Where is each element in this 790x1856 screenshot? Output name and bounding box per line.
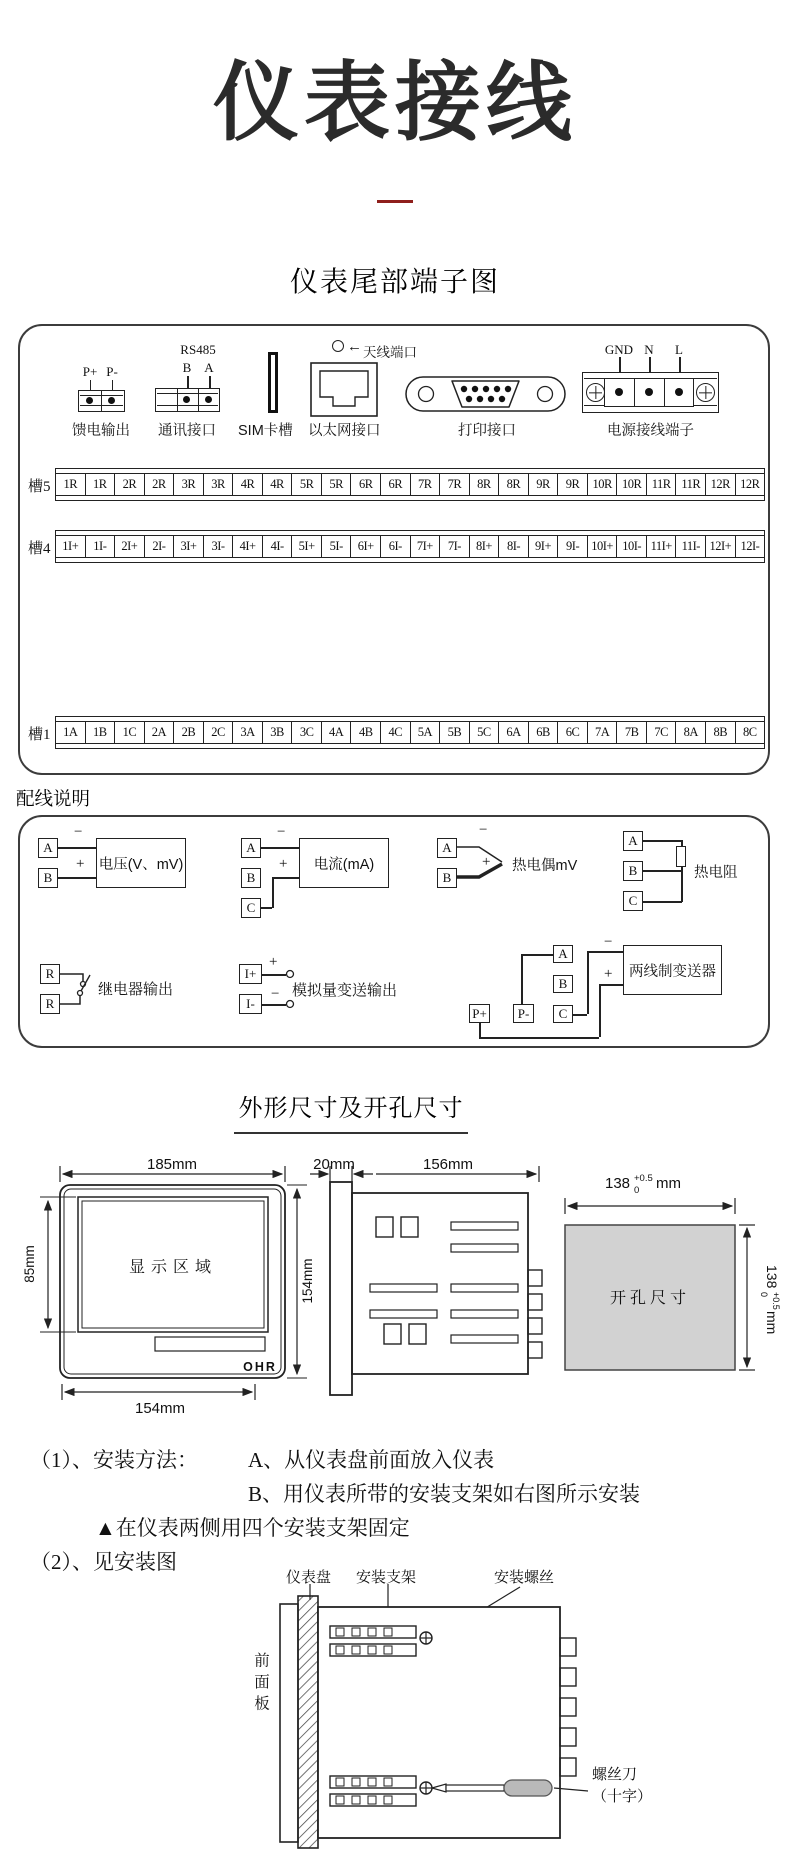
feed-pin-label: P+ [82,364,98,379]
terminal-c: C [623,891,643,911]
terminal-cell: 1B [86,722,116,743]
terminal-cell: 12R [740,477,760,491]
terminal-cell: 8I+ [470,536,500,557]
block-line [177,389,178,411]
terminal-b: B [38,868,58,888]
minus-sign: − [604,934,613,950]
red-divider [377,200,413,203]
wire [112,380,114,390]
brand-logo: OHR [243,1360,277,1374]
slot-name: 槽4 [28,541,51,557]
terminal-r: R [40,994,60,1014]
terminal-cell: 12R [706,474,736,495]
terminal-cell: 5I- [322,536,352,557]
terminal-dot [205,396,212,403]
dimensions-section-title: 外形尺寸及开孔尺寸 [234,1088,468,1134]
dim-cutout-unit: mm [656,1175,681,1192]
terminal-b: B [623,861,643,881]
terminal-iminus: I- [239,994,262,1014]
dim-cutout-height-group [759,1265,781,1334]
ethernet-jack-icon [310,362,378,417]
relay-contact-icon [78,991,83,996]
terminal-cell: 9I- [558,536,588,557]
terminal-a: A [623,831,643,851]
strip-band [56,744,764,748]
terminal-cell: 6C [558,722,588,743]
terminal-cell: 3I+ [174,536,204,557]
terminal-b: B [241,868,261,888]
terminal-cell: 7R [440,474,470,495]
voltage-device-box: 电压(V、mV) [96,838,186,888]
wire [209,376,211,388]
bracket-label: 安装支架 [356,1569,417,1586]
strip-band [56,558,764,562]
dim-front-bottom-width: 154mm [134,1400,186,1417]
terminal-cell: 1I+ [56,536,86,557]
terminal-cell: 9R [529,474,559,495]
terminal-b: B [553,975,573,993]
terminal-cell: 3C [292,722,322,743]
terminal-cell: 4R [233,474,263,495]
terminal-dot [645,388,653,396]
terminal-cell: 5R [322,474,352,495]
terminal-cell: 3B [263,722,293,743]
connector-label: 以太网接口 [308,423,381,439]
terminal-cell: 9I+ [529,536,559,557]
terminal-cell: 5C [470,722,500,743]
dim-cutout-tol-down: 0 [634,1185,640,1196]
sim-slot-icon [268,352,278,413]
terminal-cell: 9R [558,474,588,495]
power-pin-label: GND [604,342,634,357]
terminal-cell: 4R [263,474,293,495]
terminal-dot [183,396,190,403]
db9-connector-icon [405,372,566,416]
dim-cutout-tol-up: +0.5 [771,1292,781,1310]
terminal-cell: 11R [647,474,677,495]
terminal-cell: 10R [617,474,647,495]
terminal-a: A [38,838,58,858]
terminal-cell: 11I- [676,536,706,557]
terminal-cell: 1C [115,722,145,743]
terminal-cell: 7C [647,722,677,743]
slot-strip-5 [55,468,765,501]
strip-band [56,496,764,500]
install-note: ▲在仪表两侧用四个安装支架固定 [95,1516,410,1540]
terminal-c: C [553,1005,573,1023]
terminal-cell: 5B [440,722,470,743]
dim-cutout-tol-up: +0.5 [634,1173,653,1184]
connector-label: 馈电输出 [72,423,130,439]
terminal-cell: 4C [381,722,411,743]
terminal-cell: 8I- [499,536,529,557]
terminal-cell: 7I- [440,536,470,557]
terminal-cell: 3I- [204,536,234,557]
install-step-1: （1）、安装方法： [30,1448,198,1472]
terminal-cell: 8R [499,474,529,495]
screw-icon [586,383,605,402]
thermocouple-wire [457,847,502,862]
page-title: 仪表接线 [213,55,577,151]
power-pin-label: N [644,342,654,357]
terminal-dot [86,397,93,404]
terminal-cell: 6R [381,474,411,495]
terminal-cell: 6B [529,722,559,743]
terminal-cell: 4A [322,722,352,743]
terminal-r: R [40,964,60,984]
relay-label: 继电器输出 [98,981,174,998]
install-step-2: （2）、见安装图 [30,1550,177,1574]
rs485-label: RS485 [180,342,216,357]
terminal-cell: 2R [145,474,175,495]
dim-cutout-unit: mm [764,1311,780,1335]
wiring-overlay [0,815,790,1055]
terminal-cell: 7R [411,474,441,495]
terminal-cell: 7A [588,722,618,743]
terminal-cell: 6R [351,474,381,495]
minus-sign: − [271,986,280,1002]
block-line [157,405,218,406]
connector-label: 打印接口 [458,423,516,439]
screwdriver-label-line1: 螺丝刀 [592,1766,638,1783]
dim-display-height: 85mm [22,1245,37,1283]
terminal-cell: 11I+ [647,536,677,557]
instrument-body [318,1607,560,1838]
minus-sign: − [277,824,286,840]
connector-label: SIM卡槽 [238,423,293,439]
terminal-dot [615,388,623,396]
plus-sign: + [604,966,613,982]
terminal-a: A [241,838,261,858]
terminal-a: A [437,838,457,858]
terminal-cell: 10I+ [588,536,618,557]
dim-flange: 20mm [313,1156,355,1173]
terminal-cell: 6I+ [351,536,381,557]
relay-wire [60,974,83,981]
front-panel-label: 前面板 [252,1652,269,1717]
terminal-pplus: P+ [469,1004,490,1023]
terminal-cell: 4I- [263,536,293,557]
block-line [101,391,102,411]
panel-label: 仪表盘 [286,1569,332,1586]
dim-cutout-height: 138 [764,1265,780,1289]
terminal-cell: 8B [706,722,736,743]
terminal-cell: 12I+ [706,536,736,557]
rtd-label: 热电阻 [694,865,738,881]
cutout-label: 开孔尺寸 [609,1290,691,1307]
dim-depth: 156mm [422,1156,474,1173]
dim-front-height: 154mm [300,1258,315,1304]
terminal-cell: 2R [115,474,145,495]
terminal-section-title: 仪表尾部端子图 [289,266,500,297]
analog-label: 模拟量变送输出 [292,982,398,999]
dim-front-width: 185mm [146,1156,198,1173]
terminal-cell: 5I+ [292,536,322,557]
comm-pin-label: B [182,360,192,375]
wiring-section-title: 配线说明 [16,788,91,809]
block-line [634,379,635,406]
plus-sign: + [279,856,288,872]
terminal-cell: 7I+ [411,536,441,557]
block-line [664,379,665,406]
connector-label: 电源接线端子 [607,423,694,439]
plus-sign: + [76,856,85,872]
rear-hook [560,1668,576,1686]
minus-sign: − [74,824,83,840]
mount-panel [298,1596,318,1848]
terminal-cell: 2A [145,722,175,743]
output-node-icon [287,1001,294,1008]
dim-cutout-width: 138 [605,1175,631,1192]
strip-cells [56,474,764,496]
slot-name: 槽5 [28,479,51,495]
thermocouple-label: 热电偶mV [512,858,578,874]
front-bezel [280,1604,298,1842]
mount-screw-label: 安装螺丝 [494,1569,555,1586]
connector-label: 通讯接口 [158,423,216,439]
slot-name: 槽1 [28,727,51,743]
terminal-cell: 6I- [381,536,411,557]
terminal-dot [675,388,683,396]
power-pin-label: L [675,342,683,357]
terminal-cell: 6A [499,722,529,743]
relay-wire [60,996,80,1004]
slot-strip-1 [55,716,765,749]
screw-icon [696,383,715,402]
dimension-drawing [20,1140,781,1430]
thermocouple-junction-icon [457,864,502,877]
rear-hook [560,1698,576,1716]
terminal-cell: 12I- [740,539,760,553]
terminal-cell: 1R [86,474,116,495]
left-arrow-icon: ← [347,338,362,355]
antenna-port-icon [332,340,344,352]
terminal-cell: 3R [204,474,234,495]
block-line [157,393,218,394]
terminal-cell: 1R [56,474,86,495]
current-device-box: 电流(mA) [299,838,389,888]
terminal-cell: 8C [743,725,757,739]
terminal-cell: 5R [292,474,322,495]
terminal-cell: 1A [56,722,86,743]
screwdriver-label-line2: （十字） [592,1788,653,1805]
terminal-a: A [553,945,573,963]
dim-cutout-tol-down: 0 [759,1292,769,1298]
terminal-pminus: P- [513,1004,534,1023]
terminal-cell: 2I- [145,536,175,557]
comm-pin-label: A [204,360,214,375]
strip-cells [56,722,764,744]
terminal-cell: 2B [174,722,204,743]
rear-hook [560,1758,576,1776]
terminal-cell: 7B [617,722,647,743]
install-figure [230,1560,790,1856]
terminal-cell: 1I- [86,536,116,557]
install-step-1b: B、用仪表所带的安装支架如右图所示安装 [248,1482,641,1506]
terminal-cell: 10I- [617,536,647,557]
wire [187,376,189,388]
minus-sign: − [479,822,488,838]
terminal-cell: 8R [470,474,500,495]
plus-sign: + [269,954,278,970]
install-step-1a: A、从仪表盘前面放入仪表 [248,1448,495,1472]
terminal-cell: 8A [676,722,706,743]
feed-pin-label: P- [106,364,118,379]
terminal-b: B [437,868,457,888]
terminal-iplus: I+ [239,964,262,984]
terminal-cell: 5A [411,722,441,743]
block-line [198,389,199,411]
slot-strip-4 [55,530,765,563]
terminal-cell: 10R [588,474,618,495]
terminal-cell: 3R [174,474,204,495]
rear-hook [560,1638,576,1656]
terminal-cell: 2I+ [115,536,145,557]
terminal-cell: 3A [233,722,263,743]
plus-sign: + [482,854,491,870]
terminal-dot [108,397,115,404]
terminal-cell: 4I+ [233,536,263,557]
output-node-icon [287,971,294,978]
transmitter-device-box: 两线制变送器 [623,945,722,995]
terminal-cell: 2C [204,722,234,743]
terminal-cell: 11R [676,474,706,495]
terminal-c: C [241,898,261,918]
rear-hook [560,1728,576,1746]
wire [90,380,92,390]
strip-cells [56,536,764,558]
display-area-label: 显示区域 [128,1259,218,1276]
antenna-label: 天线端口 [363,345,417,360]
terminal-cell: 4B [351,722,381,743]
